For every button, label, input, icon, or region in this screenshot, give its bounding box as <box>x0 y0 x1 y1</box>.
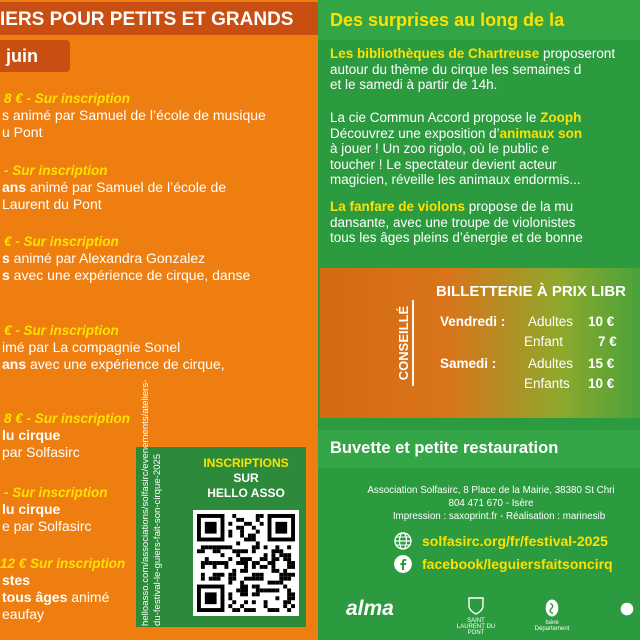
activity-price: € - Sur inscription <box>4 323 119 338</box>
billetterie-title: BILLETTERIE À PRIX LIBR <box>436 283 627 300</box>
helloasso-url[interactable]: helloasso.com/associations/solfasirc/evenements/ateliers-du-festival-le-guiers-fait-son-cirque-2025 <box>140 379 163 626</box>
isere-icon <box>543 598 561 618</box>
activity-price: 8 € - Sur inscription <box>4 411 131 426</box>
activity-line: Laurent du Pont <box>2 196 102 212</box>
activity-line: ans animé par Samuel de l’école de <box>2 179 227 195</box>
left-banner-title: IERS POUR PETITS ET GRANDS <box>0 9 294 30</box>
left-panel <box>0 0 318 640</box>
surprise-paragraph: Les bibliothèques de Chartreuse proposeront autour du thème du cirque les semaines d et le samedi à partir de 14h. <box>330 46 616 92</box>
surprise-paragraph: La cie Commun Accord propose le Zooph Découvrez une exposition d’animaux son à jouer ! Un zoo rigolo, où le public e toucher ! Le spectateur devient acteur magicien, réveille les animaux endormis... <box>330 110 583 187</box>
qr-code-icon <box>197 514 295 612</box>
sam-enfants-price: 10 € <box>588 376 615 391</box>
right-title: Des surprises au long de la <box>330 10 565 30</box>
ven-adultes-price: 10 € <box>588 314 615 329</box>
activity-block <box>0 323 318 373</box>
vendredi-label: Vendredi : <box>440 314 506 329</box>
buvette-bar <box>318 430 640 468</box>
activity-line: stes <box>2 572 31 588</box>
surprise-paragraph: La fanfare de violons propose de la mu dansante, avec une troupe de violonistes tous les âges pleins d’énergie et de bonne <box>330 199 583 245</box>
activity-block <box>0 91 318 141</box>
activity-price: 12 € Sur inscription <box>0 556 126 571</box>
activity-price: 8 € - Sur inscription <box>4 91 131 106</box>
date-label: juin <box>6 46 38 66</box>
activity-line: ans avec une expérience de cirque, <box>2 356 225 372</box>
partner-icon <box>618 600 636 618</box>
inscriptions-title: INSCRIPTIONS SUR HELLO ASSO <box>203 456 289 500</box>
right-panel: Des surprises au long de la Les bibliothèques de Chartreuse proposeront autour du thème du cirque les semaines d et le samedi à partir de 14h. La cie Commun Accord propose le Zooph Découvrez une exposition d’animaux son à jouer ! Un zoo rigolo, où le public e toucher ! Le spectateur devient acteur magicien, réveille les animaux endormis... La fanfare de violons propose de la mu dansante, avec une troupe de violonistes tous les âges pleins d’énergie et de bonne CONSEILLÉ BILLETTERIE À PRIX LIBR Vendredi : Adultes 10 € Enfant 7 € Samedi : Adultes 15 € Enfants 10 € Buvette et petite restauration Association Solfasirc, 8 Place de la Mairie, 38380 St Chri 804 471 670 - Isère Impression : saxoprint.fr - Réalisation : marinesib solfasirc.org/fr/festival-2025 facebook/leguiersfaitsoncirq alma SAINT LAURENT DU PONT Isère Département <box>318 0 640 640</box>
globe-icon <box>394 532 412 550</box>
activity-line: lu cirque <box>2 427 61 443</box>
activity-price: - Sur inscription <box>4 163 108 178</box>
partner-logo-edge <box>614 600 640 620</box>
association-info: Association Solfasirc, 8 Place de la Mairie, 38380 St Chri 804 471 670 - Isère Impression : saxoprint.fr - Réalisation : marinesib <box>367 485 615 522</box>
activity-price: - Sur inscription <box>4 485 108 500</box>
sam-adultes-price: 15 € <box>588 356 615 371</box>
activity-line: u Pont <box>2 124 43 140</box>
activity-line: eaufay <box>2 606 45 622</box>
left-banner <box>0 2 318 35</box>
ven-enfant: Enfant <box>524 334 564 349</box>
sam-adultes: Adultes <box>528 356 574 371</box>
sam-enfants: Enfants <box>524 376 570 391</box>
isere-logo: Isère Département <box>532 598 572 632</box>
activity-line: imé par La compagnie Sonel <box>2 339 181 355</box>
conseille-label: CONSEILLÉ <box>394 300 414 386</box>
samedi-label: Samedi : <box>440 356 497 371</box>
qr-code[interactable] <box>193 510 299 616</box>
activity-block <box>0 163 318 213</box>
activity-line: e par Solfasirc <box>2 518 92 534</box>
saint-laurent-logo: SAINT LAURENT DU PONT <box>454 596 498 636</box>
ven-adultes: Adultes <box>528 314 574 329</box>
ven-enfant-price: 7 € <box>598 334 617 349</box>
alma-logo: alma <box>346 597 394 620</box>
activity-line: tous âges animé <box>2 589 110 605</box>
activity-line: s animé par Samuel de l’école de musique <box>2 107 266 123</box>
activity-price: € - Sur inscription <box>4 234 119 249</box>
activity-line: lu cirque <box>2 501 61 517</box>
activity-line: par Solfasirc <box>2 444 80 460</box>
facebook-icon <box>394 555 412 573</box>
buvette-title: Buvette et petite restauration <box>330 439 559 457</box>
crest-icon <box>466 596 486 616</box>
date-strip <box>0 40 70 72</box>
activity-line: s animé par Alexandra Gonzalez <box>2 250 206 266</box>
activity-line: s avec une expérience de cirque, danse <box>2 267 251 283</box>
activity-block <box>0 234 318 284</box>
